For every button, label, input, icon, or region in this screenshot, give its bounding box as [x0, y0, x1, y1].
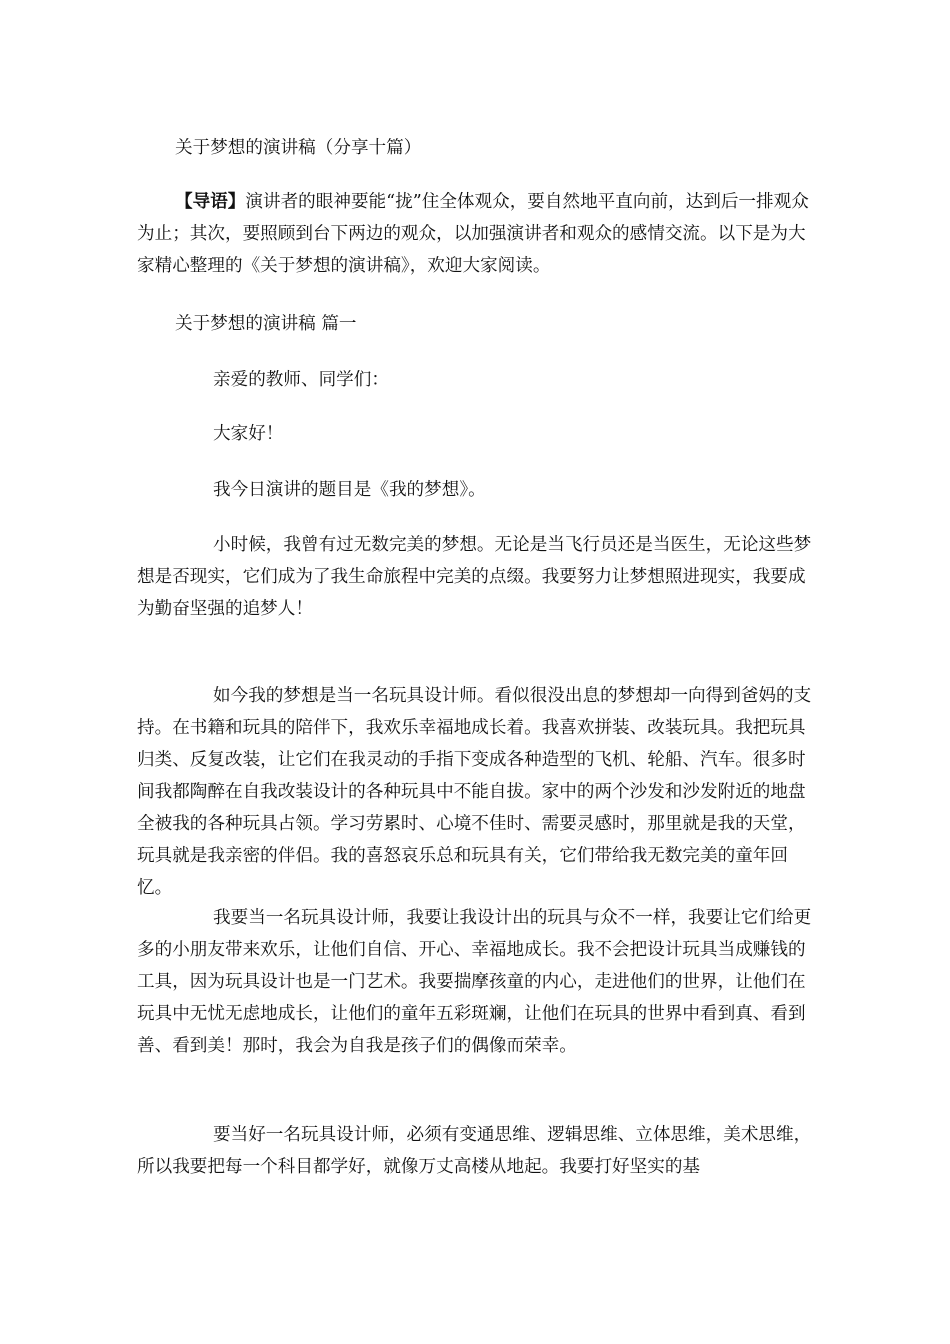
greeting-paragraph: 大家好！	[213, 424, 284, 444]
body-paragraph-dream: 如今我的梦想是当一名玩具设计师。看似很没出息的梦想却一向得到爸妈的支持。在书籍和玩具的陪伴下，我欢乐幸福地成长着。我喜欢拼装、改装玩具。我把玩具归类、反复改装，让它们在我灵动的手指下变成各种造型的飞机、轮船、汽车。很多时间我都陶醉在自我改装设计的各种玩具中不能自拔。家中的两个沙发和沙发附近的地盘全被我的各种玩具占领。学习劳累时、心境不佳时、需要灵感时，那里就是我的天堂，玩具就是我亲密的伴侣。我的喜怒哀乐总和玩具有关，它们带给我无数完美的童年回忆。	[137, 686, 812, 898]
document-title: 关于梦想的演讲稿（分享十篇）	[175, 138, 422, 158]
topic-paragraph: 我今日演讲的题目是《我的梦想》。	[213, 480, 486, 500]
body-paragraph-thinking: 要当好一名玩具设计师，必须有变通思维、逻辑思维、立体思维，美术思维，所以我要把每一个科目都学好，就像万丈高楼从地起。我要打好坚实的基	[137, 1125, 812, 1177]
intro-paragraph	[137, 186, 813, 282]
body-paragraph-designer: 我要当一名玩具设计师，我要让我设计出的玩具与众不一样，我要让它们给更多的小朋友带来欢乐，让他们自信、开心、幸福地成长。我不会把设计玩具当成赚钱的工具，因为玩具设计也是一门艺术。我要揣摩孩童的内心，走进他们的世界，让他们在玩具中无忧无虑地成长，让他们的童年五彩斑斓，让他们在玩具的世界中看到真、看到善、看到美！那时，我会为自我是孩子们的偶像而荣幸。	[137, 908, 812, 1056]
intro-text: 演讲者的眼神要能“拢”住全体观众，要自然地平直向前，达到后一排观众为止；其次，要照顾到台下两边的观众，以加强演讲者和观众的感情交流。以下是为大家精心整理的《关于梦想的演讲稿》，欢迎大家阅读。	[137, 192, 809, 276]
body-paragraph-childhood: 小时候，我曾有过无数完美的梦想。无论是当飞行员还是当医生，无论这些梦想是否现实，它们成为了我生命旅程中完美的点缀。我要努力让梦想照进现实，我要成为勤奋坚强的追梦人！	[137, 535, 812, 619]
salutation-paragraph: 亲爱的教师、同学们：	[213, 370, 389, 390]
intro-label: 【导语】	[175, 191, 246, 212]
section-title: 关于梦想的演讲稿 篇一	[175, 314, 357, 334]
